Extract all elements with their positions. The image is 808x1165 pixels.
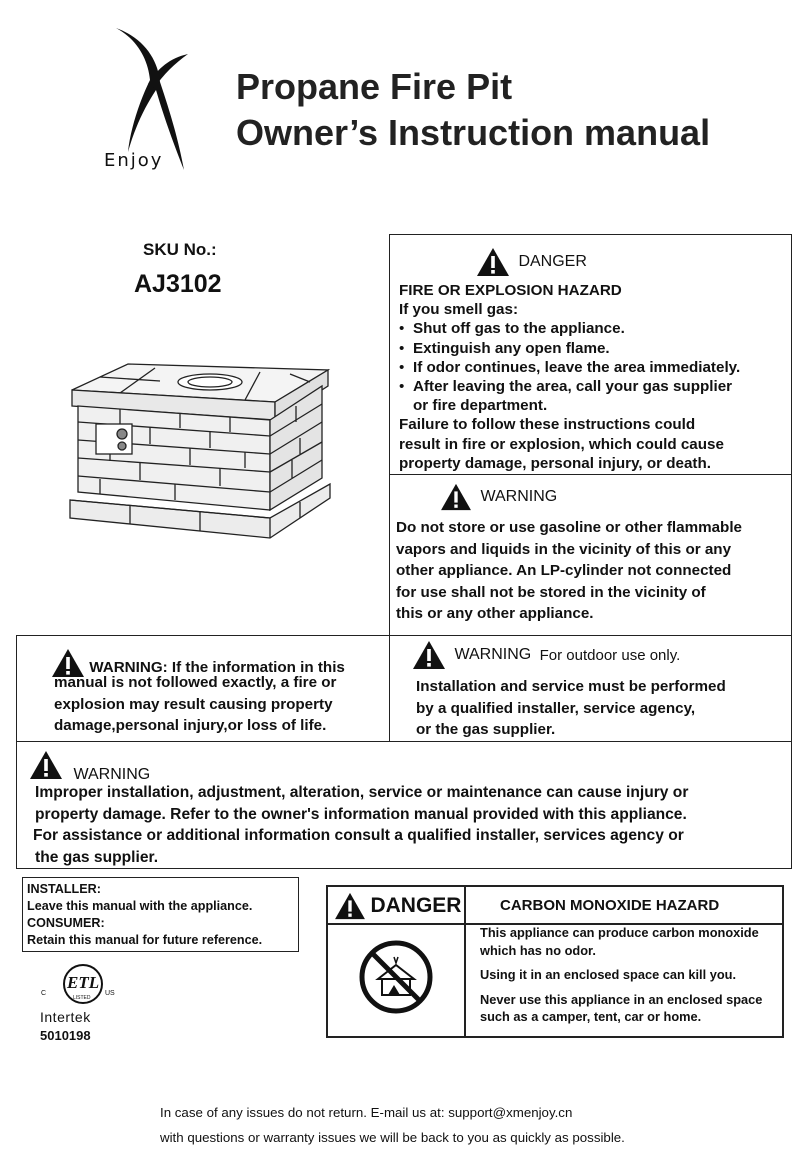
page-title [236,64,710,156]
warning-gas-line-4: for use shall not be stored in the vicinity of [396,583,706,601]
failure-line-2: result in fire or explosion, which could cause [399,435,724,453]
warning-outdoor-line-3: or the gas supplier. [416,721,556,738]
warning-install-line-2: property damage. Refer to the owner's information manual provided with this appliance. [35,805,687,823]
intertek-number: 5010198 [40,1028,91,1043]
warning-triangle-icon [334,892,366,920]
bullet-call-supplier-cont: or fire department. [413,397,548,415]
hazard-title: FIRE OR EXPLOSION HAZARD [399,282,622,299]
danger-heading-row [476,247,587,277]
sku-value: AJ3102 [134,270,222,298]
warning-outdoor-heading: WARNING [454,646,532,663]
warning-outdoor-box [389,635,792,742]
co-left-column [328,887,466,1036]
warning-gasoline-box [389,474,792,636]
title-line-2: Owner’s Instruction manual [236,112,711,153]
warning-triangle-icon [440,483,472,511]
footer-line-1: In case of any issues do not return. E-mail us at: support@xmenjoy.cn [160,1105,573,1120]
warning-outdoor-heading-row [412,640,680,670]
warning-triangle-icon [412,640,446,670]
etl-us-text: US [105,990,115,997]
no-enclosed-space-icon [358,939,434,1015]
warning-heading-row [440,483,557,511]
warning-info-line-2: manual is not followed exactly, a fire or [54,674,337,691]
carbon-monoxide-hazard-box [326,885,784,1038]
warning-triangle-icon [29,750,63,780]
failure-line-1: Failure to follow these instructions could [399,416,696,434]
danger-fire-explosion-box [389,234,792,475]
danger-heading: DANGER [518,253,587,270]
warning-gas-line-2: vapors and liquids in the vicinity of this or any [396,540,732,558]
warning-install-line-4: the gas supplier. [35,848,159,866]
co-line-1b: which has no odor. [480,942,596,958]
co-line-3a: Never use this appliance in an enclosed space [480,991,763,1007]
co-line-1a: This appliance can produce carbon monoxide [480,925,759,940]
warning-installation-box [16,741,792,869]
co-hazard-body [480,924,762,1026]
warning-info-line-3: explosion may result causing property [54,695,333,713]
warning-install-line-3: For assistance or additional information consult a qualified installer, services agency or [33,827,684,844]
warning-gasoline-body [396,517,742,625]
bullet-call-supplier: • After leaving the area, call your gas supplier [399,377,740,396]
warning-info-line-4: damage,personal injury,or loss of life. [54,717,327,734]
warning-outdoor-line-1: Installation and service must be performed [416,678,726,695]
brand-logo-text: Enjoy [104,150,164,171]
fire-pit-drawing [60,360,335,560]
installer-text: Leave this manual with the appliance. [27,899,253,913]
installer-consumer-box [22,877,299,952]
danger-fire-body [399,281,740,473]
consumer-text: Retain this manual for future reference. [27,933,263,947]
brand-logo [100,20,200,180]
title-line-1: Propane Fire Pit [236,66,513,107]
etl-listed-text: LISTED [73,995,91,1001]
co-danger-label: DANGER [370,894,462,917]
failure-line-3: property damage, personal injury, or death. [399,454,711,472]
warning-outdoor-line-2: by a qualified installer, service agency, [416,699,696,717]
consumer-label: CONSUMER: [27,916,105,930]
installer-consumer-body [27,881,262,949]
warning-outdoor-body [416,676,726,741]
co-line-3b: such as a camper, tent, car or home. [480,1009,702,1024]
co-hazard-title: CARBON MONOXIDE HAZARD [500,897,720,914]
warning-gas-line-5: this or any other appliance. [396,605,594,622]
etl-mark-text: ETL [67,973,100,992]
intertek-brand: Intertek [40,1009,91,1025]
bullet-leave-area: • If odor continues, leave the area immediately. [399,358,740,377]
warning-heading: WARNING [480,488,558,505]
warning-install-line-1: Improper installation, adjustment, alteration, service or maintenance can cause injury or [35,784,689,801]
footer-line-2: with questions or warranty issues we will be back to you as quickly as possible. [160,1130,625,1145]
footer [160,1100,625,1150]
warning-info-line-1: WARNING: If the information in this [89,659,345,676]
warning-install-heading-row [29,750,150,784]
bullet-extinguish: • Extinguish any open flame. [399,339,740,358]
warning-information-box [16,635,390,742]
warning-triangle-icon [476,247,510,277]
co-line-2: Using it in an enclosed space can kill you. [480,967,737,982]
warning-info-body [54,672,336,737]
etl-c-text: C [41,990,47,997]
etl-certification-mark [38,962,138,1052]
smell-gas-intro: If you smell gas: [399,301,519,319]
warning-install-body [35,782,688,868]
warning-gas-line-3: other appliance. An LP-cylinder not connected [396,562,732,579]
sku-label: SKU No.: [143,240,217,259]
outdoor-use-note: For outdoor use only. [539,646,681,664]
installer-label: INSTALLER: [27,882,101,896]
co-danger-label-row [334,892,461,920]
warning-install-heading: WARNING [73,766,151,784]
co-divider [328,923,464,925]
fire-pit-illustration [60,360,335,560]
bullet-shut-off: • Shut off gas to the appliance. [399,319,740,338]
warning-gas-line-1: Do not store or use gasoline or other flammable [396,519,742,536]
